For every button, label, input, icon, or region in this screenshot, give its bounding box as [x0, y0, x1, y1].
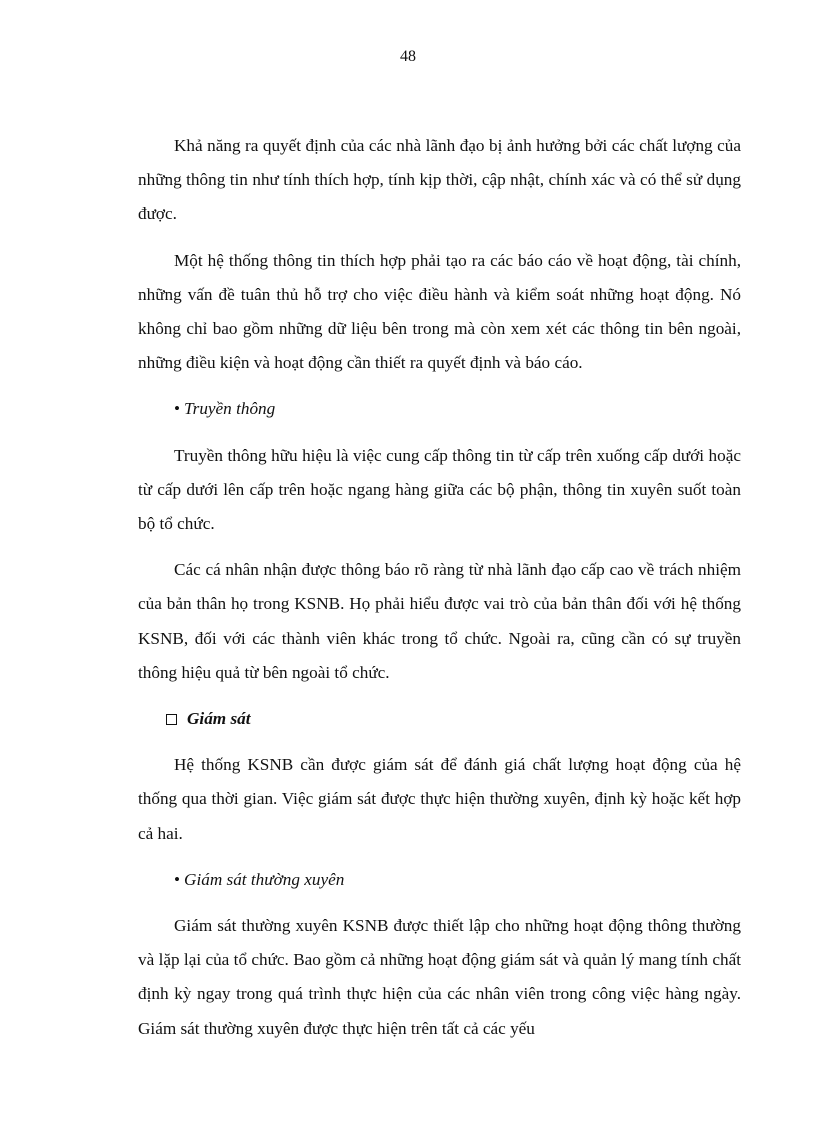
document-body: [138, 129, 741, 1058]
paragraph-ongoing-monitoring: Giám sát thường xuyên KSNB được thiết lập cho những hoạt động thông thường và lặp lại của tổ chức. Bao gồm cả những hoạt động giám sát và quản lý mang tính chất định kỳ ngay trong quá trình thực hiện của các nhân viên trong công việc hàng ngày. Giám sát thường xuyên được thực hiện trên tất cả các yếu: [138, 916, 741, 1038]
paragraph-information-system: Một hệ thống thông tin thích hợp phải tạo ra các báo cáo về hoạt động, tài chính, những vấn đề tuân thủ hỗ trợ cho việc điều hành và kiểm soát những hoạt động. Nó không chỉ bao gồm những dữ liệu bên trong mà còn xem xét các thông tin bên ngoài, những điều kiện và hoạt động cần thiết ra quyết định và báo cáo.: [138, 250, 741, 373]
bullet-icon: •: [174, 869, 181, 889]
checkbox-square-icon: [166, 714, 177, 725]
bullet-icon: •: [174, 399, 181, 419]
paragraph-responsibility: Các cá nhân nhận được thông báo rõ ràng từ nhà lãnh đạo cấp cao về trách nhiệm của bản thân họ trong KSNB. Họ phải hiểu được vai trò của bản thân đối với hệ thống KSNB, đối với các thành viên khác trong tổ chức. Ngoài ra, cũng cần có sự truyền thông hiệu quả từ bên ngoài tổ chức.: [138, 560, 741, 682]
bullet-label: Giám sát thường xuyên: [184, 869, 345, 889]
bullet-communication: [138, 392, 741, 426]
page-number: 48: [400, 48, 416, 65]
paragraph-communication: Truyền thông hữu hiệu là việc cung cấp thông tin từ cấp trên xuống cấp dưới hoặc từ cấp dưới lên cấp trên hoặc ngang hàng giữa các bộ phận, thông tin xuyên suốt toàn bộ tổ chức.: [138, 445, 741, 534]
bullet-ongoing-monitoring: [138, 863, 741, 897]
section-heading-label: Giám sát: [187, 709, 251, 729]
section-heading-monitoring: [138, 702, 741, 736]
paragraph-decision-making: Khả năng ra quyết định của các nhà lãnh đạo bị ảnh hưởng bởi các chất lượng của những thông tin như tính thích hợp, tính kịp thời, cập nhật, chính xác và có thể sử dụng được.: [138, 136, 741, 224]
paragraph-monitoring: Hệ thống KSNB cần được giám sát để đánh giá chất lượng hoạt động của hệ thống qua thời gian. Việc giám sát được thực hiện thường xuyên, định kỳ hoặc kết hợp cả hai.: [138, 755, 741, 843]
bullet-label: Truyền thông: [184, 399, 276, 419]
